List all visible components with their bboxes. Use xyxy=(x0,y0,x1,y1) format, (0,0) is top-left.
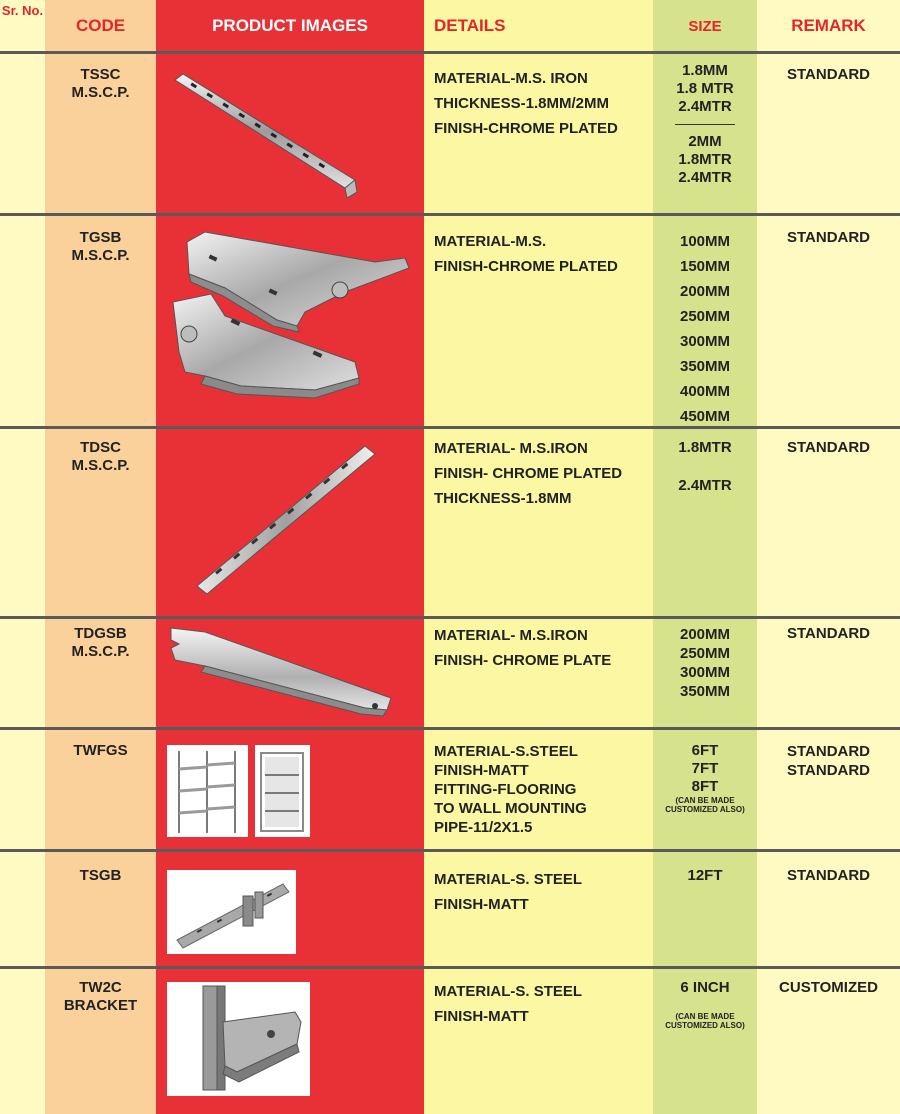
code-line: TW2C xyxy=(79,979,122,996)
detail-line: FITTING-FLOORING xyxy=(434,781,577,798)
slotted-channel-image xyxy=(165,68,365,200)
code-line: M.S.C.P. xyxy=(71,457,130,474)
detail-line: MATERIAL- M.S.IRON xyxy=(434,440,588,457)
size-divider xyxy=(675,124,735,125)
size-value: 7FT xyxy=(691,760,719,777)
size-value: 400MM xyxy=(679,383,731,400)
size-value: 300MM xyxy=(679,664,731,681)
size-value: 6FT xyxy=(691,742,719,759)
size-value: 1.8 MTR xyxy=(676,80,734,97)
detail-line: PIPE-11/2X1.5 xyxy=(434,819,533,836)
detail-line: MATERIAL-M.S. IRON xyxy=(434,70,588,87)
row1-code xyxy=(45,66,156,102)
size-note: CUSTOMIZED ALSO) xyxy=(665,805,745,814)
row5-remark xyxy=(757,742,900,780)
wall-frame-photo-1 xyxy=(167,745,248,837)
row-divider xyxy=(0,849,900,852)
row3-remark: STANDARD xyxy=(786,439,871,456)
two-channel-bracket-photo xyxy=(167,982,310,1096)
code-line: M.S.C.P. xyxy=(71,643,130,660)
row4-remark: STANDARD xyxy=(786,625,871,642)
sr-column-bg xyxy=(0,0,45,1114)
row5-sizes xyxy=(653,742,757,814)
details-column-bg xyxy=(424,0,653,1114)
row6-remark: STANDARD xyxy=(786,867,871,884)
shelf-brackets-image xyxy=(165,222,415,420)
detail-line: MATERIAL-S.STEEL xyxy=(434,743,578,760)
remark-column-bg xyxy=(757,0,900,1114)
wall-frame-photo-2 xyxy=(255,745,310,837)
code-line: M.S.C.P. xyxy=(71,84,130,101)
detail-line: FINISH-MATT xyxy=(434,762,529,779)
detail-line: TO WALL MOUNTING xyxy=(434,800,587,817)
row-divider xyxy=(0,426,900,429)
row-divider xyxy=(0,51,900,54)
detail-line: THICKNESS-1.8MM xyxy=(434,490,572,507)
size-value: 2.4MTR xyxy=(678,169,732,186)
size-value: 350MM xyxy=(679,683,731,700)
size-value: 1.8MM xyxy=(682,62,728,79)
remark-line: STANDARD xyxy=(786,743,871,760)
row-divider xyxy=(0,213,900,216)
row3-code xyxy=(45,439,156,475)
detail-line: FINISH-CHROME PLATED xyxy=(434,258,618,275)
row1-details xyxy=(434,66,649,141)
size-value: 6 INCH xyxy=(680,979,730,996)
row4-details xyxy=(434,623,649,673)
steel-glass-bracket-photo xyxy=(167,870,296,954)
row2-remark: STANDARD xyxy=(786,229,871,246)
row3-details xyxy=(434,436,649,511)
row6-sizes xyxy=(653,867,757,884)
size-value: 1.8MTR xyxy=(678,439,732,456)
header-code: CODE xyxy=(75,16,126,35)
size-value: 2MM xyxy=(688,133,722,150)
code-line: TSGB xyxy=(79,867,122,884)
row-divider xyxy=(0,727,900,730)
size-value: 150MM xyxy=(679,258,731,275)
size-value: 200MM xyxy=(679,626,731,643)
code-line: TDGSB xyxy=(74,625,127,642)
code-line: M.S.C.P. xyxy=(71,247,130,264)
size-value: 8FT xyxy=(691,778,719,795)
row2-sizes xyxy=(653,229,757,429)
row5-code xyxy=(45,742,156,760)
size-value: 450MM xyxy=(679,408,731,425)
detail-line: FINISH-MATT xyxy=(434,896,529,913)
detail-line: FINISH- CHROME PLATE xyxy=(434,652,612,669)
size-value: 2.4MTR xyxy=(678,477,732,494)
detail-line: FINISH- CHROME PLATED xyxy=(434,465,623,482)
code-line: TWFGS xyxy=(73,742,128,759)
row7-details xyxy=(434,979,649,1029)
header-product-images: PRODUCT IMAGES xyxy=(212,16,368,35)
detail-line: MATERIAL-S. STEEL xyxy=(434,871,583,888)
size-value: 200MM xyxy=(679,283,731,300)
detail-line: MATERIAL-S. STEEL xyxy=(434,983,583,1000)
size-value: 300MM xyxy=(679,333,731,350)
header-details: DETAILS xyxy=(434,16,506,35)
remark-line: STANDARD xyxy=(786,762,871,779)
code-column-bg xyxy=(45,0,156,1114)
size-value: 100MM xyxy=(679,233,731,250)
size-value: 250MM xyxy=(679,308,731,325)
code-line: BRACKET xyxy=(63,997,138,1014)
size-value: 12FT xyxy=(687,867,723,884)
header-sr-no: Sr. No. xyxy=(1,3,44,18)
row2-code xyxy=(45,229,156,265)
detail-line: THICKNESS-1.8MM/2MM xyxy=(434,95,610,112)
row4-code xyxy=(45,625,156,661)
row5-details xyxy=(434,742,649,837)
row7-remark: CUSTOMIZED xyxy=(779,979,878,996)
size-note: (CAN BE MADE xyxy=(675,1012,735,1021)
header-remark: REMARK xyxy=(791,16,866,35)
size-note: (CAN BE MADE xyxy=(675,796,735,805)
row1-sizes xyxy=(653,62,757,187)
row-divider xyxy=(0,616,900,619)
size-value: 250MM xyxy=(679,645,731,662)
detail-line: FINISH-CHROME PLATED xyxy=(434,120,618,137)
detail-line: MATERIAL-M.S. xyxy=(434,233,547,250)
detail-line: MATERIAL- M.S.IRON xyxy=(434,627,588,644)
row1-remark: STANDARD xyxy=(786,66,871,83)
size-value: 350MM xyxy=(679,358,731,375)
code-line: TGSB xyxy=(79,229,122,246)
glass-shelf-bracket-image xyxy=(165,624,395,718)
code-line: TDSC xyxy=(80,439,121,456)
row6-details xyxy=(434,867,649,917)
row6-code xyxy=(45,867,156,885)
row-divider xyxy=(0,966,900,969)
row2-details xyxy=(434,229,649,279)
row4-sizes xyxy=(653,625,757,701)
code-line: TSSC xyxy=(80,66,121,83)
size-value: 2.4MTR xyxy=(678,98,732,115)
size-note: CUSTOMIZED ALSO) xyxy=(665,1021,745,1030)
row7-code xyxy=(45,979,156,1015)
row7-sizes xyxy=(653,979,757,1030)
header-size: SIZE xyxy=(688,17,722,35)
detail-line: FINISH-MATT xyxy=(434,1008,529,1025)
row3-sizes xyxy=(653,439,757,495)
size-value: 1.8MTR xyxy=(678,151,732,168)
double-slotted-channel-image xyxy=(185,440,385,600)
